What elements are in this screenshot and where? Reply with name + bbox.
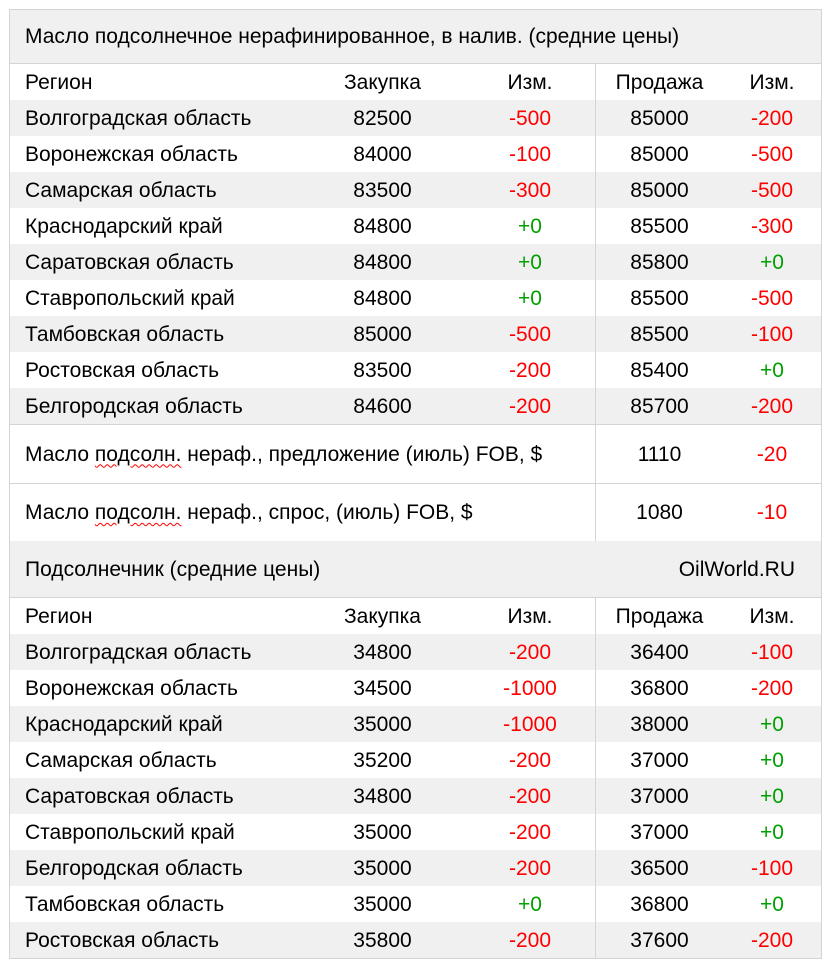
table-row	[10, 352, 821, 388]
fob-offer-label	[25, 425, 542, 483]
buy-cell: 84000	[353, 142, 412, 166]
buy-cell: 84600	[353, 394, 412, 418]
fob-demand-label	[25, 484, 473, 541]
header-sell: Продажа	[615, 604, 704, 628]
column-divider	[595, 598, 596, 958]
region-cell: Ставропольский край	[25, 286, 235, 310]
region-cell: Саратовская область	[25, 784, 234, 808]
column-divider	[595, 64, 596, 424]
buy-cell: 84800	[353, 214, 412, 238]
sell-change-cell: -100	[750, 322, 794, 346]
fob-demand-row	[10, 484, 821, 541]
region-cell: Самарская область	[25, 748, 217, 772]
buy-change-cell: -200	[508, 784, 552, 808]
buy-change-cell: +0	[518, 250, 542, 274]
sell-cell: 85700	[630, 394, 689, 418]
sell-change-cell: +0	[760, 358, 784, 382]
sell-cell: 85000	[630, 142, 689, 166]
buy-cell: 82500	[353, 106, 412, 130]
table-row	[10, 100, 821, 136]
buy-cell: 83500	[353, 178, 412, 202]
sell-cell: 36500	[630, 856, 689, 880]
header-sell-change: Изм.	[749, 70, 795, 94]
region-cell: Тамбовская область	[25, 322, 225, 346]
buy-change-cell: -200	[508, 358, 552, 382]
buy-change-cell: -1000	[503, 676, 557, 700]
table-row	[10, 388, 821, 424]
buy-change-cell: +0	[518, 892, 542, 916]
table-row	[10, 316, 821, 352]
buy-cell: 34800	[353, 640, 412, 664]
buy-cell: 35200	[353, 748, 412, 772]
table-row	[10, 280, 821, 316]
table-row	[10, 208, 821, 244]
table-row	[10, 634, 821, 670]
sell-cell: 36400	[630, 640, 689, 664]
buy-change-cell: -1000	[503, 712, 557, 736]
oil-header-row	[10, 64, 821, 100]
region-cell: Волгоградская область	[25, 640, 252, 664]
buy-change-cell: -500	[508, 322, 552, 346]
region-cell: Воронежская область	[25, 142, 238, 166]
buy-change-cell: +0	[518, 286, 542, 310]
sell-change-cell: -100	[750, 640, 794, 664]
table-row	[10, 742, 821, 778]
buy-cell: 84800	[353, 250, 412, 274]
buy-change-cell: +0	[518, 214, 542, 238]
buy-change-cell: -200	[508, 820, 552, 844]
region-cell: Тамбовская область	[25, 892, 225, 916]
fob-offer-label-pre: Масло	[25, 442, 95, 466]
seed-header-row	[10, 598, 821, 634]
table-row	[10, 136, 821, 172]
sell-cell: 37000	[630, 784, 689, 808]
header-sell: Продажа	[615, 70, 704, 94]
sell-cell: 85800	[630, 250, 689, 274]
header-region: Регион	[25, 604, 93, 628]
sell-cell: 85400	[630, 358, 689, 382]
region-cell: Ставропольский край	[25, 820, 235, 844]
sell-change-cell: -200	[750, 106, 794, 130]
fob-offer-label-post: нераф., предложение (июль) FOB, $	[181, 442, 543, 466]
seed-title-row	[10, 541, 821, 597]
region-cell: Ростовская область	[25, 358, 220, 382]
sell-cell: 37600	[630, 928, 689, 952]
fob-offer-value: 1110	[637, 442, 682, 466]
table-row	[10, 814, 821, 850]
sell-cell: 85000	[630, 106, 689, 130]
region-cell: Краснодарский край	[25, 712, 223, 736]
sell-cell: 36800	[630, 676, 689, 700]
region-cell: Саратовская область	[25, 250, 234, 274]
sell-change-cell: +0	[760, 250, 784, 274]
sell-change-cell: +0	[760, 748, 784, 772]
sell-change-cell: +0	[760, 820, 784, 844]
sell-change-cell: +0	[760, 892, 784, 916]
header-sell-change: Изм.	[749, 604, 795, 628]
sell-change-cell: -300	[750, 214, 794, 238]
buy-cell: 35000	[353, 892, 412, 916]
fob-demand-value: 1080	[636, 501, 683, 524]
header-buy-change: Изм.	[507, 70, 553, 94]
sell-change-cell: -200	[750, 928, 794, 952]
buy-cell: 84800	[353, 286, 412, 310]
buy-change-cell: -300	[508, 178, 552, 202]
table-row	[10, 778, 821, 814]
buy-cell: 34500	[353, 676, 412, 700]
table-row	[10, 850, 821, 886]
buy-cell: 35800	[353, 928, 412, 952]
buy-cell: 35000	[353, 712, 412, 736]
seed-section-title: Подсолнечник (средние цены)	[25, 557, 321, 581]
buy-change-cell: -200	[508, 748, 552, 772]
sell-cell: 36800	[630, 892, 689, 916]
buy-change-cell: -200	[508, 640, 552, 664]
buy-change-cell: -200	[508, 394, 552, 418]
sell-change-cell: -200	[750, 394, 794, 418]
sell-cell: 38000	[630, 712, 689, 736]
header-region: Регион	[25, 70, 93, 94]
buy-change-cell: -200	[508, 928, 552, 952]
sell-cell: 85000	[630, 178, 689, 202]
fob-demand-label-pre: Масло	[25, 501, 95, 524]
buy-change-cell: -200	[508, 856, 552, 880]
sell-cell: 85500	[630, 322, 689, 346]
sell-change-cell: -500	[750, 286, 794, 310]
table-row	[10, 172, 821, 208]
buy-change-cell: -100	[508, 142, 552, 166]
region-cell: Самарская область	[25, 178, 217, 202]
buy-change-cell: -500	[508, 106, 552, 130]
table-row	[10, 886, 821, 922]
buy-cell: 35000	[353, 856, 412, 880]
region-cell: Белгородская область	[25, 856, 243, 880]
region-cell: Ростовская область	[25, 928, 220, 952]
table-row	[10, 922, 821, 958]
region-cell: Краснодарский край	[25, 214, 223, 238]
fob-offer-row	[10, 425, 821, 483]
sell-change-cell: -200	[750, 676, 794, 700]
brand-label: OilWorld.RU	[678, 557, 795, 581]
header-buy: Закупка	[344, 604, 421, 628]
fob-demand-label-word: подсолн.	[94, 501, 182, 524]
header-buy-change: Изм.	[507, 604, 553, 628]
fob-demand-label-post: нераф., спрос, (июль) FOB, $	[181, 501, 473, 524]
sell-change-cell: +0	[760, 712, 784, 736]
region-cell: Воронежская область	[25, 676, 238, 700]
fob-divider	[595, 425, 596, 541]
sell-cell: 37000	[630, 820, 689, 844]
header-buy: Закупка	[344, 70, 421, 94]
buy-cell: 85000	[353, 322, 412, 346]
buy-cell: 34800	[353, 784, 412, 808]
table-row	[10, 706, 821, 742]
table-row	[10, 670, 821, 706]
buy-cell: 35000	[353, 820, 412, 844]
sell-change-cell: -100	[750, 856, 794, 880]
buy-cell: 83500	[353, 358, 412, 382]
fob-demand-change: -10	[756, 501, 788, 524]
region-cell: Волгоградская область	[25, 106, 252, 130]
sell-change-cell: -500	[750, 142, 794, 166]
oil-title-row	[10, 10, 821, 63]
oil-section-title: Масло подсолнечное нерафинированное, в налив. (средние цены)	[25, 25, 680, 48]
fob-offer-change: -20	[756, 442, 788, 466]
sell-cell: 85500	[630, 286, 689, 310]
table-row	[10, 244, 821, 280]
sell-change-cell: +0	[760, 784, 784, 808]
sell-cell: 85500	[630, 214, 689, 238]
sell-change-cell: -500	[750, 178, 794, 202]
fob-offer-label-word: подсолн.	[94, 442, 182, 466]
sell-cell: 37000	[630, 748, 689, 772]
region-cell: Белгородская область	[25, 394, 243, 418]
